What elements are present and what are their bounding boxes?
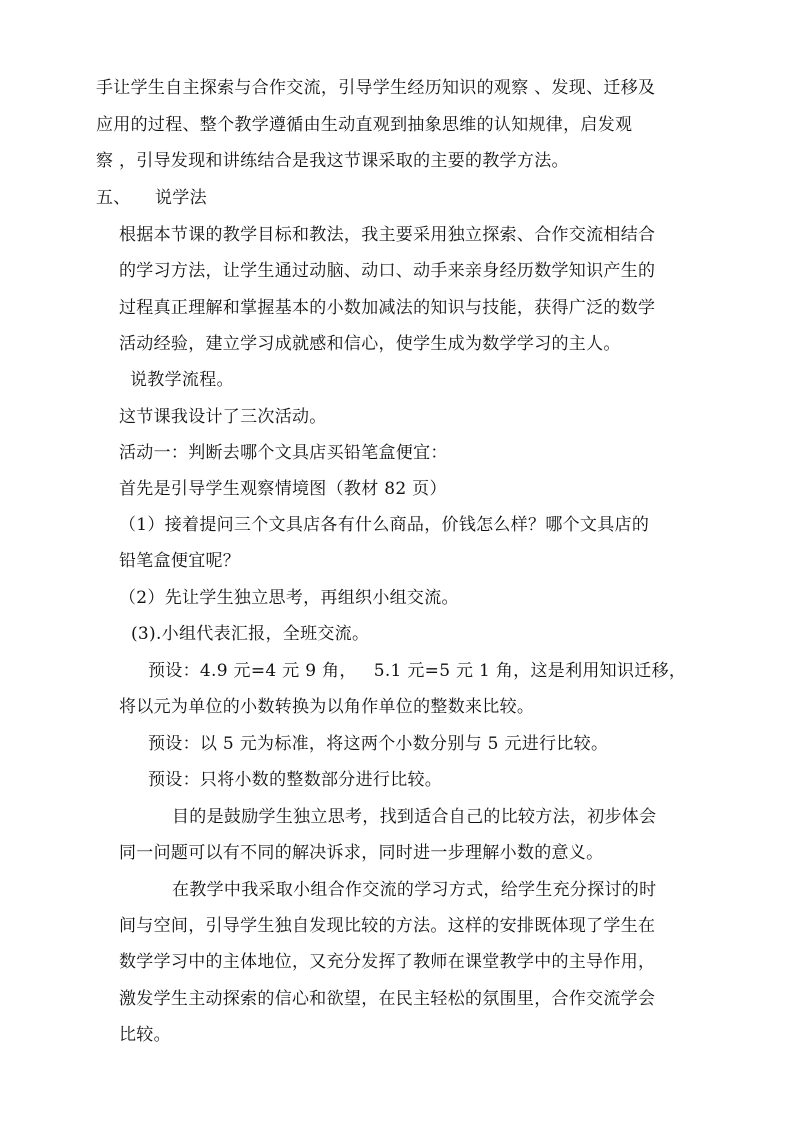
text-line: 这节课我设计了三次活动。 — [119, 407, 327, 427]
text-line: 察 ，引导发现和讲练结合是我这节课采取的主要的教学方法。 — [96, 151, 569, 171]
text-line: 预设：只将小数的整数部分进行比较。 — [148, 770, 443, 790]
text-line: （2）先让学生独立思考，再组织小组交流。 — [119, 588, 459, 608]
text-line: 间与空间，引导学生独自发现比较的方法。这样的安排既体现了学生在 — [119, 916, 656, 936]
text-line: (3).小组代表汇报，全班交流。 — [131, 624, 370, 644]
text-line: 根据本节课的教学目标和教法，我主要采用独立探索、合作交流相结合 — [119, 225, 656, 245]
text-line: 预设：以 5 元为标准，将这两个小数分别与 5 元进行比较。 — [148, 734, 609, 754]
text-line: 过程真正理解和掌握基本的小数加减法的知识与技能，获得广泛的数学 — [119, 298, 656, 318]
text-line: 应用的过程、整个教学遵循由生动直观到抽象思维的认知规律，启发观 — [96, 115, 633, 135]
text-line: 将以元为单位的小数转换为以角作单位的整数来比较。 — [119, 697, 535, 717]
text-line: 的学习方法，让学生通过动脑、动口、动手来亲身经历数学知识产生的 — [119, 261, 656, 281]
text-line: 同一问题可以有不同的解决诉求，同时进一步理解小数的意义。 — [119, 843, 604, 863]
text-line: 在教学中我采取小组合作交流的学习方式，给学生充分探讨的时 — [172, 880, 657, 900]
text-line: 手让学生自主探索与合作交流，引导学生经历知识的观察 、发现、迁移及 — [96, 78, 656, 98]
text-line: 激发学生主动探索的信心和欲望，在民主轻松的氛围里，合作交流学会 — [119, 989, 656, 1009]
text-line: 活动经验，建立学习成就感和信心，使学生成为数学学习的主人。 — [119, 334, 621, 354]
text-line: 目的是鼓励学生独立思考，找到适合自己的比较方法，初步体会 — [172, 807, 657, 827]
text-line: 首先是引导学生观察情境图（教材 82 页） — [119, 479, 447, 499]
text-line: 比较。 — [119, 1025, 171, 1045]
section-heading: 说学法 — [155, 188, 207, 208]
text-line: （1）接着提问三个文具店各有什么商品，价钱怎么样？哪个文具店的 — [119, 515, 650, 535]
text-line: 活动一：判断去哪个文具店买铅笔盒便宜： — [119, 443, 448, 463]
text-line: 预设：4.9 元=4 元 9 角， 5.1 元=5 元 1 角，这是利用知识迁移， — [148, 661, 687, 681]
text-line: 铅笔盒便宜呢？ — [119, 551, 241, 571]
section-number: 五、 — [96, 188, 131, 208]
text-line: 说教学流程。 — [130, 370, 234, 390]
text-line: 数学学习中的主体地位，又充分发挥了教师在课堂教学中的主导作用， — [119, 952, 656, 972]
